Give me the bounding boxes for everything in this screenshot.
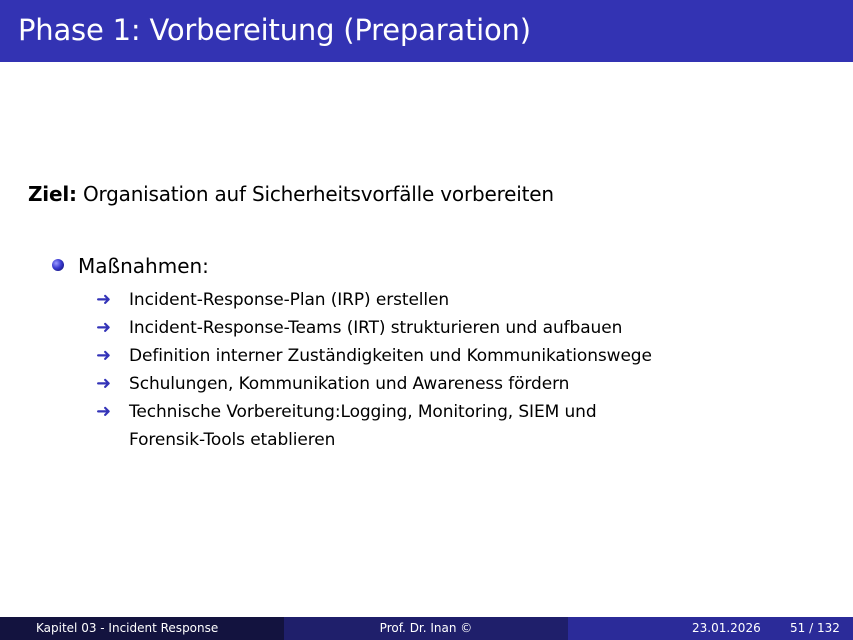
footer-date: 23.01.2026	[692, 621, 761, 635]
title-bar	[0, 0, 853, 62]
goal-label: Ziel:	[28, 182, 77, 206]
list-item	[96, 370, 796, 398]
right-arrow-icon: ➜	[96, 317, 111, 338]
list-item	[96, 398, 796, 454]
bullet-label: Maßnahmen:	[78, 254, 209, 278]
measures-list	[96, 286, 796, 454]
footer-author: Prof. Dr. Inan ©	[379, 621, 473, 635]
right-arrow-icon: ➜	[96, 289, 111, 310]
right-arrow-icon: ➜	[96, 345, 111, 366]
right-arrow-icon: ➜	[96, 401, 111, 422]
footer-chapter: Kapitel 03 - Incident Response	[36, 621, 219, 635]
footer-author-segment	[284, 617, 568, 640]
list-item-text: Definition interner Zuständigkeiten und Kommunikationswege	[129, 346, 652, 366]
list-item	[96, 342, 796, 370]
list-item-text: Incident-Response-Teams (IRT) strukturieren und aufbauen	[129, 318, 623, 338]
goal-statement	[28, 180, 554, 208]
list-item-text: Schulungen, Kommunikation und Awareness fördern	[129, 374, 570, 394]
footer-chapter-segment	[0, 617, 284, 640]
list-item-text: Incident-Response-Plan (IRP) erstellen	[129, 290, 450, 310]
sphere-bullet-icon	[52, 259, 64, 271]
list-item	[96, 286, 796, 314]
right-arrow-icon: ➜	[96, 373, 111, 394]
list-item	[96, 314, 796, 342]
slide-title: Phase 1: Vorbereitung (Preparation)	[18, 13, 531, 47]
footer-meta-segment	[568, 617, 853, 640]
list-item-text-continued: Forensik-Tools etablieren	[129, 430, 336, 450]
footer	[0, 617, 853, 640]
goal-text: Organisation auf Sicherheitsvorfälle vorbereiten	[76, 182, 554, 206]
list-item-text: Technische Vorbereitung:Logging, Monitoring, SIEM und	[129, 402, 597, 422]
footer-page-number: 51 / 132	[790, 621, 840, 635]
